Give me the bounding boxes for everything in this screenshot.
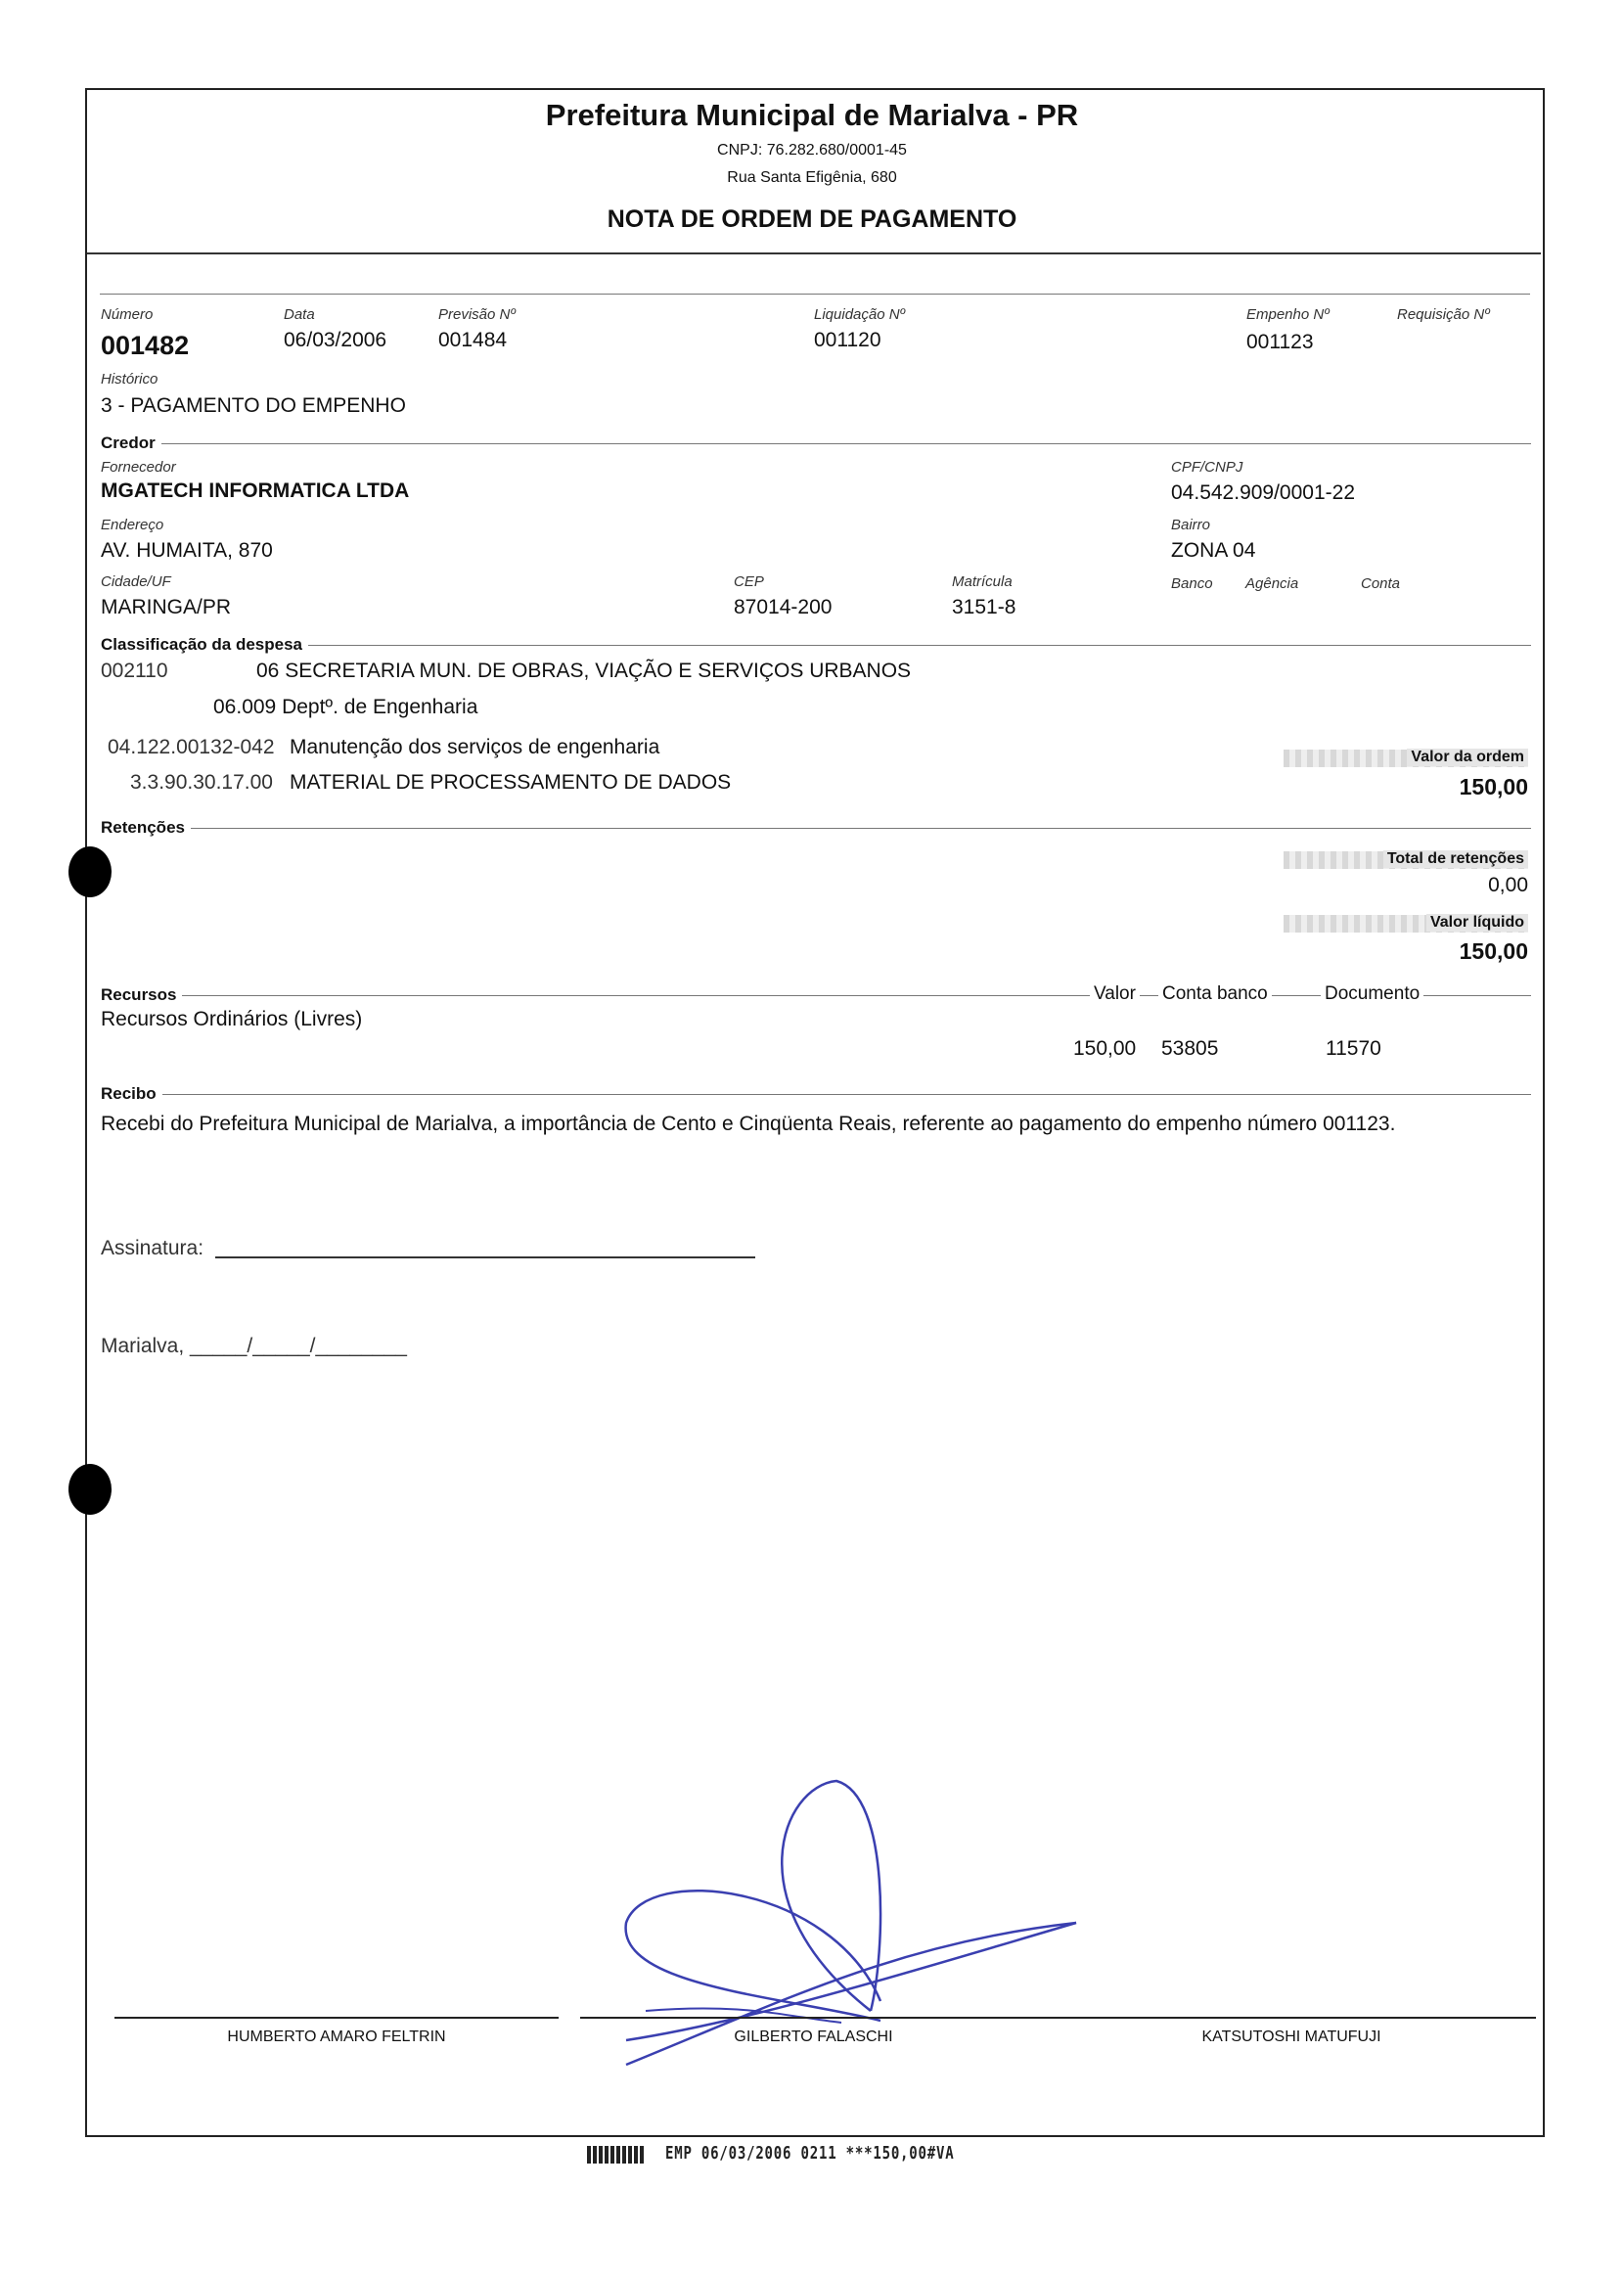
data-label: Data [284, 306, 315, 323]
numero-value: 001482 [101, 331, 190, 360]
recibo-date-line: Marialva, _____/_____/________ [101, 1335, 407, 1357]
elemento-description: MATERIAL DE PROCESSAMENTO DE DADOS [290, 771, 732, 794]
cep-value: 87014-200 [734, 596, 833, 618]
elemento-code: 3.3.90.30.17.00 [130, 771, 273, 794]
signature-line-1 [114, 2017, 559, 2019]
authentication-stamp: EMP 06/03/2006 0211 ***150,00#VA [665, 2143, 955, 2164]
bairro-label: Bairro [1171, 517, 1211, 533]
empenho-label: Empenho Nº [1246, 306, 1330, 323]
liquidacao-value: 001120 [814, 329, 881, 351]
credor-divider [101, 443, 1531, 444]
matricula-label: Matrícula [952, 573, 1013, 590]
total-retencoes-value: 0,00 [1488, 874, 1528, 896]
valor-liquido-value: 150,00 [1459, 938, 1528, 964]
signature-line-2 [580, 2017, 1047, 2019]
punch-hole-top [68, 846, 112, 897]
signature-name-3: KATSUTOSHI MATUFUJI [1201, 2028, 1381, 2045]
endereco-label: Endereço [101, 517, 164, 533]
recibo-divider [101, 1094, 1531, 1095]
recibo-text: Recebi do Prefeitura Municipal de Marialva, a importância de Cento e Cinqüenta Reais, referente ao pagamento do empenho número 001123. [101, 1113, 1396, 1135]
fornecedor-label: Fornecedor [101, 459, 176, 476]
classificacao-section-title: Classificação da despesa [101, 635, 308, 655]
credor-section-title: Credor [101, 433, 161, 453]
signature-name-1: HUMBERTO AMARO FELTRIN [227, 2028, 446, 2045]
header-cnpj: CNPJ: 76.282.680/0001-45 [717, 142, 907, 159]
punch-hole-bottom [68, 1464, 112, 1515]
historico-value: 3 - PAGAMENTO DO EMPENHO [101, 394, 406, 417]
cpf-label: CPF/CNPJ [1171, 459, 1243, 476]
valor-ordem-label: Valor da ordem [1407, 749, 1528, 766]
cidade-value: MARINGA/PR [101, 596, 232, 618]
recibo-section-title: Recibo [101, 1084, 162, 1104]
empenho-value: 001123 [1246, 331, 1314, 353]
cidade-label: Cidade/UF [101, 573, 171, 590]
classificacao-orgao: 06 SECRETARIA MUN. DE OBRAS, VIAÇÃO E SERVIÇOS URBANOS [256, 660, 912, 682]
data-value: 06/03/2006 [284, 329, 387, 351]
retencoes-section-title: Retenções [101, 818, 191, 838]
total-retencoes-label: Total de retenções [1383, 850, 1528, 868]
numero-label: Número [101, 306, 154, 323]
assinatura-label: Assinatura: [101, 1237, 204, 1259]
liquidacao-label: Liquidação Nº [814, 306, 906, 323]
previsao-value: 001484 [438, 329, 508, 351]
programa-description: Manutenção dos serviços de engenharia [290, 736, 660, 758]
valor-ordem-value: 150,00 [1459, 774, 1528, 799]
recursos-documento-label: Documento [1321, 983, 1423, 1005]
recursos-valor: 150,00 [1073, 1037, 1137, 1060]
header-divider-2 [100, 294, 1530, 295]
recursos-conta-label: Conta banco [1158, 983, 1272, 1005]
recursos-valor-label: Valor [1090, 983, 1140, 1005]
requisicao-label: Requisição Nº [1397, 306, 1490, 323]
assinatura-line [215, 1256, 755, 1258]
banco-label: Banco [1171, 575, 1213, 592]
retencoes-divider [101, 828, 1531, 829]
document-title: NOTA DE ORDEM DE PAGAMENTO [607, 205, 1017, 233]
header-divider [87, 252, 1541, 254]
conta-label: Conta [1361, 575, 1401, 592]
bairro-value: ZONA 04 [1171, 539, 1256, 562]
signature-name-2: GILBERTO FALASCHI [734, 2028, 893, 2045]
header-title: Prefeitura Municipal de Marialva - PR [545, 98, 1079, 132]
recursos-divider [101, 995, 1531, 996]
recursos-section-title: Recursos [101, 985, 182, 1005]
endereco-value: AV. HUMAITA, 870 [101, 539, 273, 562]
stamp-mark [587, 2146, 646, 2164]
matricula-value: 3151-8 [952, 596, 1016, 618]
classificacao-unidade: 06.009 Deptº. de Engenharia [213, 696, 478, 718]
agencia-label: Agência [1245, 575, 1299, 592]
classificacao-code: 002110 [101, 660, 168, 682]
valor-liquido-label: Valor líquido [1426, 914, 1528, 932]
recursos-documento: 11570 [1326, 1037, 1381, 1060]
recursos-fonte: Recursos Ordinários (Livres) [101, 1008, 363, 1030]
header-address: Rua Santa Efigênia, 680 [727, 169, 897, 186]
programa-code: 04.122.00132-042 [108, 736, 275, 758]
recursos-conta: 53805 [1161, 1037, 1219, 1060]
historico-label: Histórico [101, 371, 158, 387]
fornecedor-value: MGATECH INFORMATICA LTDA [101, 479, 410, 502]
classificacao-divider [101, 645, 1531, 646]
previsao-label: Previsão Nº [438, 306, 516, 323]
cpf-value: 04.542.909/0001-22 [1171, 481, 1356, 504]
signature-line-3 [1047, 2017, 1536, 2019]
cep-label: CEP [734, 573, 764, 590]
